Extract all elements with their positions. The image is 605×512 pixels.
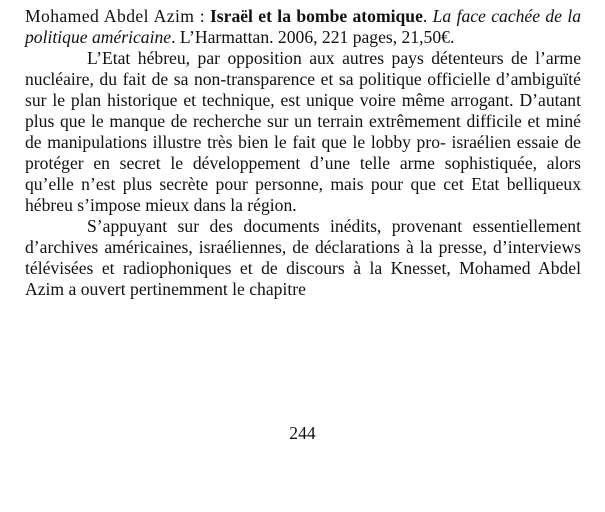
document-page (25, 6, 581, 300)
book-subtitle: La face cachée de la politique américaine (25, 6, 582, 47)
title-end: . (422, 6, 433, 26)
body-paragraph-1: L’Etat hébreu, par opposition aux autres pays détenteurs de l’arme nucléaire, du fait de sa non-transparence et sa politique officielle d’ambiguïté sur le plan historique et technique, est unique voire même arrogant. D’autant plus que le manque de recherche sur un terrain extrêmement difficile et miné de manipulations illustre très bien le fait que le lobby pro- israélien essaie de protéger en secret le développement d’une telle arme sophistiquée, alors qu’elle n’est plus secrète pour personne, mais pour que cet Etat belliqueux hébreu s’impose mieux dans la région. (25, 48, 581, 215)
reference-separator: : (194, 6, 210, 26)
body-paragraph-2: S’appuyant sur des documents inédits, provenant essentiellement d’archives américaines, israéliennes, de déclarations à la presse, d’interviews télévisées et radiophoniques et de discours à la Knesset, Mohamed Abdel Azim a ouvert pertinemment le chapitre (25, 216, 581, 299)
book-reference (25, 6, 581, 48)
publication-info: . L’Harmattan. 2006, 221 pages, 21,50€. (171, 27, 455, 47)
book-title: Israël et la bombe atomique (209, 6, 423, 26)
page-number: 244 (289, 423, 316, 443)
author-name: Mohamed Abdel Azim (25, 6, 195, 26)
